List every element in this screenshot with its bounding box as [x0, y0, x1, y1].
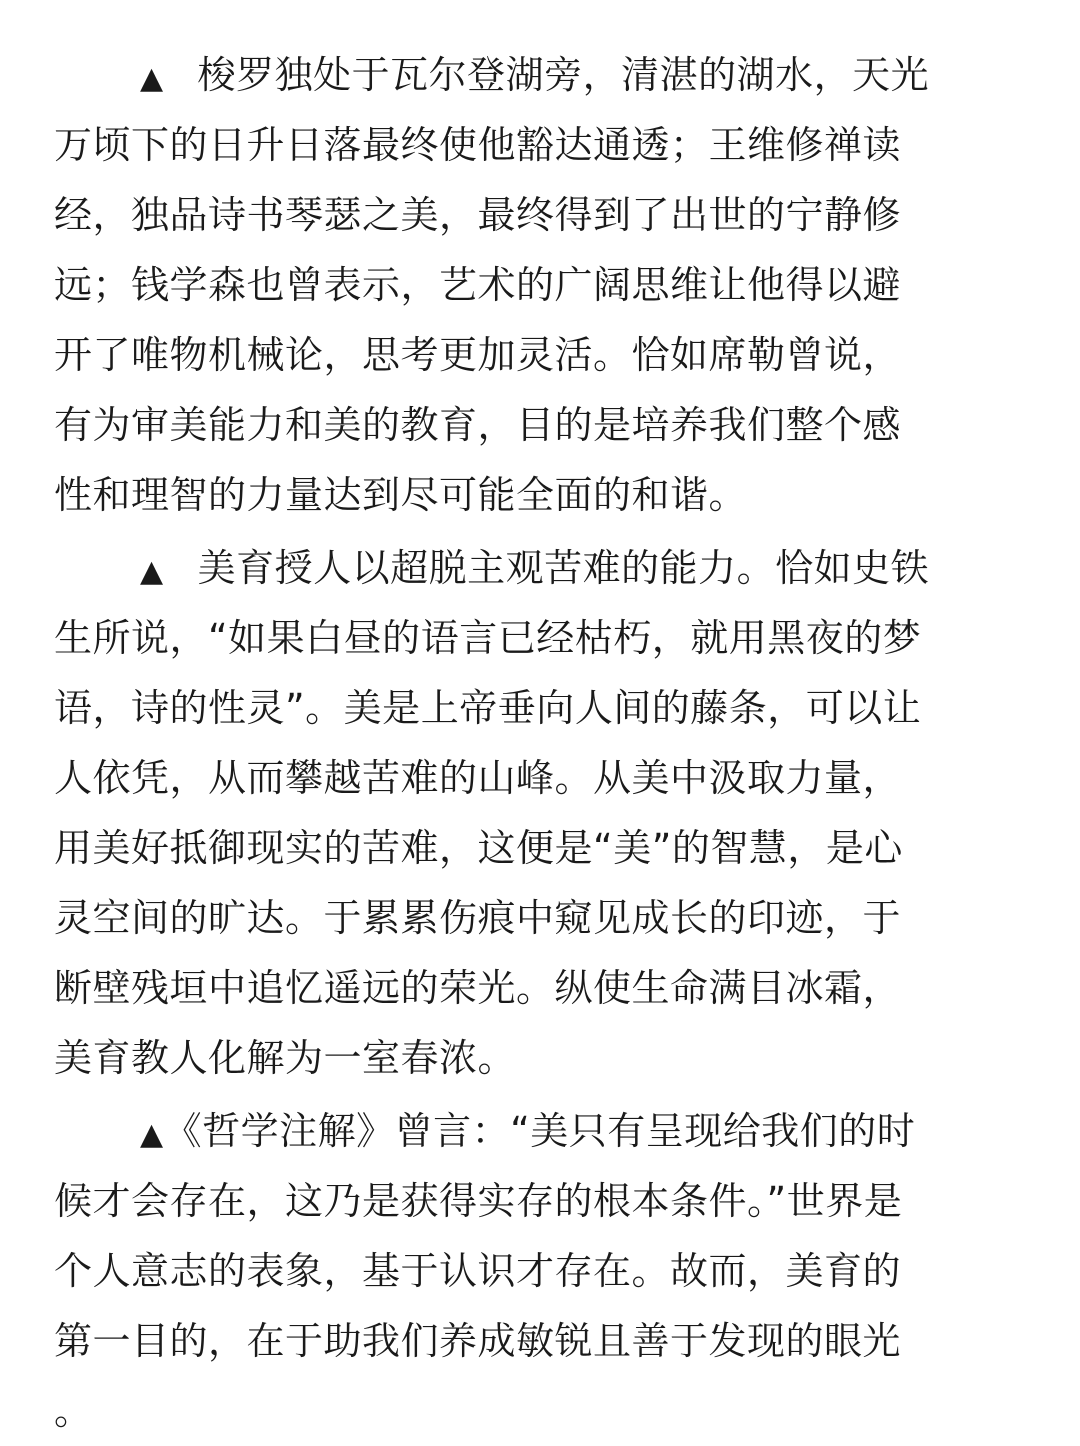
paragraph-line: 远；钱学森也曾表示，艺术的广阔思维让他得以避 [54, 263, 902, 307]
paragraph-line-text: 梭罗独处于瓦尔登湖旁，清湛的湖水，天光 [197, 53, 930, 97]
paragraph-line: 性和理智的力量达到尽可能全面的和谐。 [54, 473, 748, 517]
paragraph-line: 生所说，“如果白昼的语言已经枯朽，就用黑夜的梦 [54, 616, 922, 660]
paragraph-line [54, 1096, 989, 1166]
paragraph-line: 灵空间的旷达。于累累伤痕中窥见成长的印迹，于 [54, 896, 902, 940]
paragraph-line-text: 《哲学注解》曾言：“美只有呈现给我们的时 [163, 1109, 916, 1153]
paragraph-line: 。 [54, 1389, 93, 1433]
paragraph-line: 语，诗的性灵”。美是上帝垂向人间的藤条，可以让 [54, 686, 922, 730]
paragraph-1 [54, 40, 989, 530]
paragraph-line: 经，独品诗书琴瑟之美，最终得到了出世的宁静修 [54, 193, 902, 237]
paragraph-line: 断壁残垣中追忆遥远的荣光。纵使生命满目冰霜， [54, 966, 902, 1010]
paragraph-line [54, 40, 989, 110]
paragraph-line: 第一目的，在于助我们养成敏锐且善于发现的眼光 [54, 1319, 902, 1363]
paragraph-line: 用美好抵御现实的苦难，这便是“美”的智慧，是心 [54, 826, 903, 870]
triangle-bullet-icon: ▲ [140, 554, 164, 589]
paragraph-line: 候才会存在，这乃是获得实存的根本条件。”世界是 [54, 1179, 903, 1223]
paragraph-line: 有为审美能力和美的教育，目的是培养我们整个感 [54, 403, 902, 447]
paragraph-2 [54, 533, 989, 1093]
paragraph-line [54, 533, 989, 603]
triangle-bullet-icon: ▲ [140, 61, 164, 96]
paragraph-line: 人依凭，从而攀越苦难的山峰。从美中汲取力量， [54, 756, 902, 800]
triangle-bullet-icon: ▲ [140, 1117, 164, 1152]
paragraph-3 [54, 1096, 989, 1446]
paragraph-line-text: 美育授人以超脱主观苦难的能力。恰如史铁 [197, 546, 930, 590]
paragraph-line: 美育教人化解为一室春浓。 [54, 1036, 517, 1080]
paragraph-line: 个人意志的表象，基于认识才存在。故而，美育的 [54, 1249, 902, 1293]
paragraph-line: 开了唯物机械论，思考更加灵活。恰如席勒曾说， [54, 333, 902, 377]
paragraph-line: 万顷下的日升日落最终使他豁达通透；王维修禅读 [54, 123, 902, 167]
